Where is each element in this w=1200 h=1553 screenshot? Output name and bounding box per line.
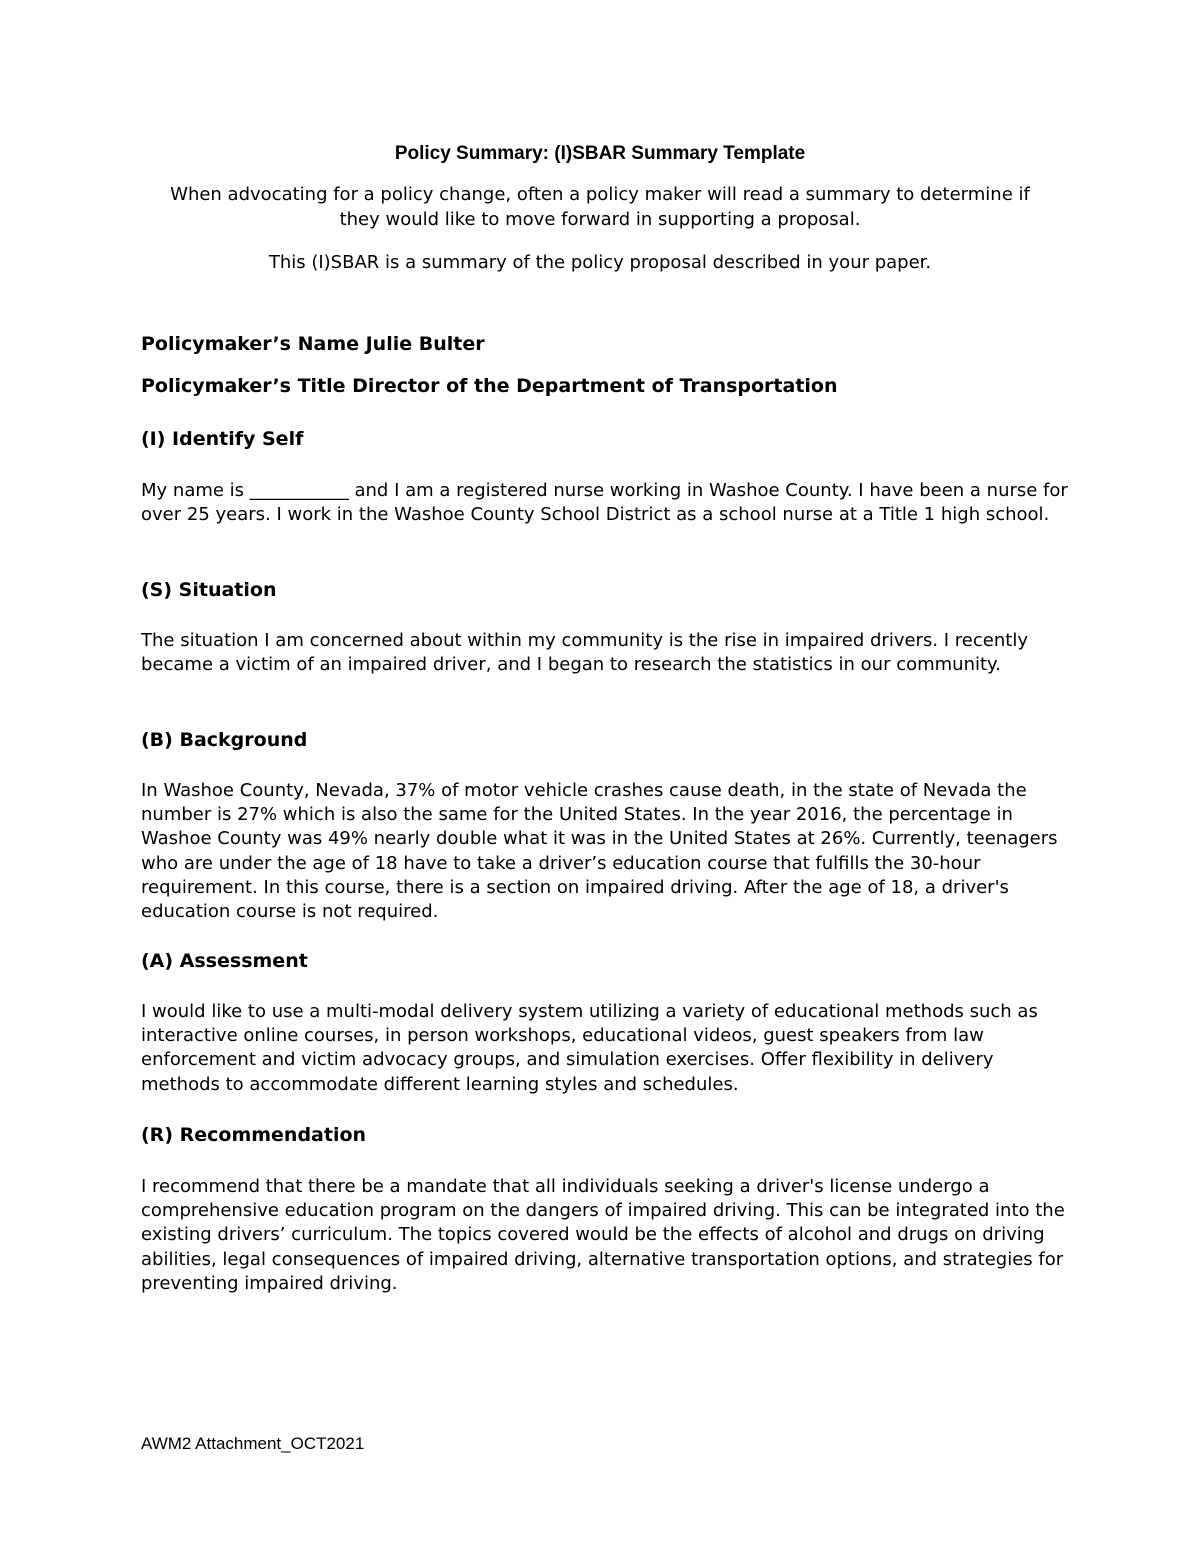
section-heading-identify-self: (I) Identify Self bbox=[141, 428, 304, 450]
page-footer: AWM2 Attachment_OCT2021 bbox=[141, 1434, 365, 1453]
section-body-situation: The situation I am concerned about within my community is the rise in impaired drivers. I recently became a victim of an impaired driver, and I began to research the statistics in our community. bbox=[141, 630, 1028, 676]
section-heading-situation: (S) Situation bbox=[141, 579, 277, 601]
section-heading-recommendation: (R) Recommendation bbox=[141, 1124, 367, 1146]
intro-paragraph: When advocating for a policy change, often a policy maker will read a summary to determine if they would like to move forward in supporting a proposal. bbox=[170, 184, 1030, 230]
section-heading-background: (B) Background bbox=[141, 729, 308, 751]
section-heading-assessment: (A) Assessment bbox=[141, 950, 308, 972]
policymaker-name: Policymaker’s Name Julie Bulter bbox=[141, 333, 485, 355]
document-title: Policy Summary: (I)SBAR Summary Template bbox=[394, 143, 806, 164]
policymaker-title: Policymaker’s Title Director of the Department of Transportation bbox=[141, 375, 838, 397]
section-body-background: In Washoe County, Nevada, 37% of motor vehicle crashes cause death, in the state of Nevada the number is 27% which is also the same for the United States. In the year 2016, the percentage in Washoe County was 49% nearly double what it was in the United States at 26%. Currently, teenagers who are under the age of 18 have to take a driver’s education course that fulfills the 30-hour requirement. In this course, there is a section on impaired driving. After the age of 18, a driver's education course is not required. bbox=[141, 780, 1058, 923]
section-body-identify-self: My name is ___________ and I am a registered nurse working in Washoe County. I have been a nurse for over 25 years. I work in the Washoe County School District as a school nurse at a Title 1 high school. bbox=[141, 480, 1068, 526]
section-body-recommendation: I recommend that there be a mandate that all individuals seeking a driver's license undergo a comprehensive education program on the dangers of impaired driving. This can be integrated into the existing drivers’ curriculum. The topics covered would be the effects of alcohol and drugs on driving abilities, legal consequences of impaired driving, alternative transportation options, and strategies for preventing impaired driving. bbox=[141, 1176, 1065, 1294]
intro-note: This (I)SBAR is a summary of the policy proposal described in your paper. bbox=[268, 252, 932, 273]
section-body-assessment: I would like to use a multi-modal delivery system utilizing a variety of educational methods such as interactive online courses, in person workshops, educational videos, guest speakers from law enforcement and victim advocacy groups, and simulation exercises. Offer flexibility in delivery methods to accommodate different learning styles and schedules. bbox=[141, 1001, 1038, 1095]
